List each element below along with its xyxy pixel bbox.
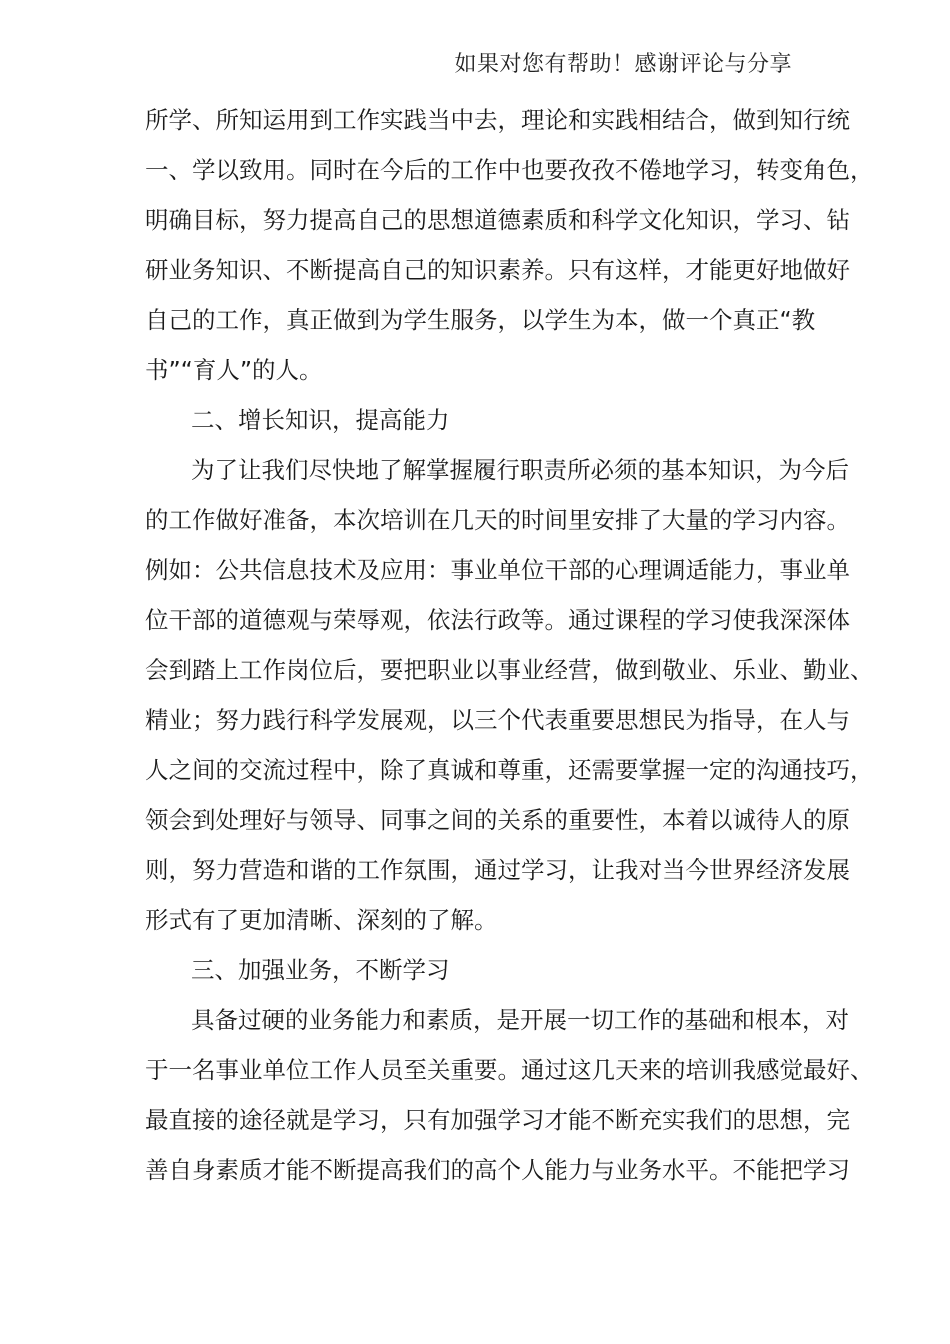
text-line: 领会到处理好与领导、同事之间的关系的重要性，本着以诚待人的原	[145, 806, 850, 834]
text-line: 书”“育人”的人。	[145, 356, 323, 384]
text-line: 精业；努力践行科学发展观，以三个代表重要思想民为指导，在人与	[145, 706, 850, 734]
text-line: 明确目标，努力提高自己的思想道德素质和科学文化知识，学习、钻	[145, 206, 850, 234]
document-body	[145, 95, 874, 1195]
page-header: 如果对您有帮助！感谢评论与分享	[454, 52, 792, 77]
text-line: 位干部的道德观与荣辱观，依法行政等。通过课程的学习使我深深体	[145, 606, 850, 634]
text-line: 最直接的途径就是学习，只有加强学习才能不断充实我们的思想，完	[145, 1106, 850, 1134]
indented-text-line: 三、加强业务，不断学习	[191, 956, 450, 984]
text-line: 善自身素质才能不断提高我们的高个人能力与业务水平。不能把学习	[145, 1156, 850, 1184]
text-line: 形式有了更加清晰、深刻的了解。	[145, 906, 498, 934]
text-line: 例如：公共信息技术及应用：事业单位干部的心理调适能力，事业单	[145, 556, 850, 584]
text-line: 一、学以致用。同时在今后的工作中也要孜孜不倦地学习，转变角色，	[145, 156, 874, 184]
text-line: 所学、所知运用到工作实践当中去，理论和实践相结合，做到知行统	[145, 106, 850, 134]
indented-text-line: 二、增长知识，提高能力	[191, 406, 450, 434]
text-line: 会到踏上工作岗位后，要把职业以事业经营，做到敬业、乐业、勤业、	[145, 656, 874, 684]
indented-text-line: 为了让我们尽快地了解掌握履行职责所必须的基本知识，为今后	[191, 456, 849, 484]
text-line: 人之间的交流过程中，除了真诚和尊重，还需要掌握一定的沟通技巧，	[145, 756, 874, 784]
text-line: 于一名事业单位工作人员至关重要。通过这几天来的培训我感觉最好、	[145, 1056, 874, 1084]
indented-text-line: 具备过硬的业务能力和素质，是开展一切工作的基础和根本，对	[191, 1006, 849, 1034]
text-line: 自己的工作，真正做到为学生服务，以学生为本，做一个真正“教	[145, 306, 816, 334]
text-line: 的工作做好准备，本次培训在几天的时间里安排了大量的学习内容。	[145, 506, 850, 534]
text-line: 研业务知识、不断提高自己的知识素养。只有这样，才能更好地做好	[145, 256, 850, 284]
text-line: 则，努力营造和谐的工作氛围，通过学习，让我对当今世界经济发展	[145, 856, 850, 884]
